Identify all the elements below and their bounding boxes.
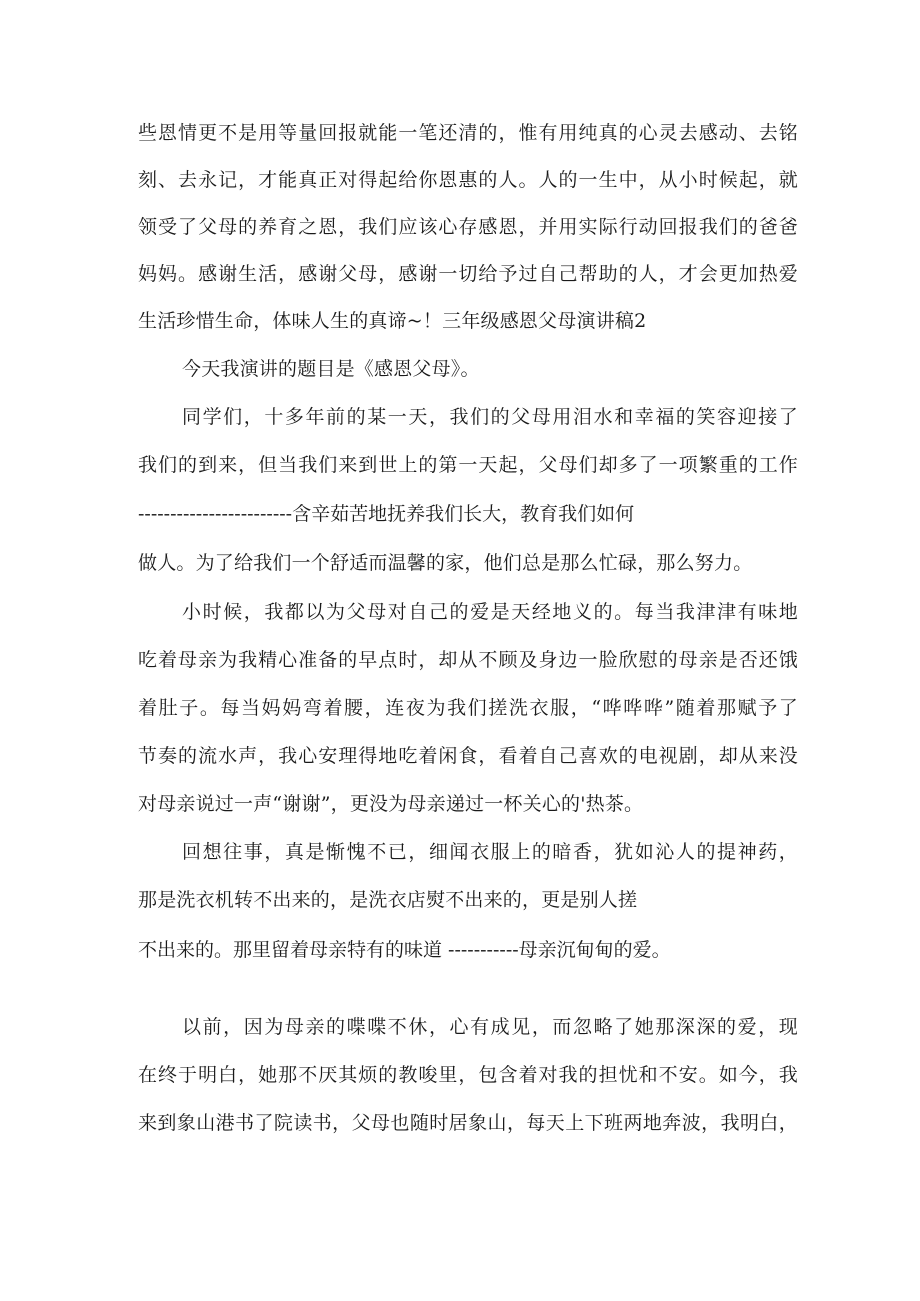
paragraph-line: 来到象山港书了院读书，父母也随时居象山，每天上下班两地奔波，我明白， [138, 1112, 798, 1134]
paragraph-line: ------------------------含辛茹苦地抚养我们长大，教育我们如何 [138, 503, 635, 525]
paragraph-line: 我们的到来，但当我们来到世上的第一天起，父母们却多了一项繁重的工作 [138, 454, 798, 476]
paragraph-line: 今天我演讲的题目是《感恩父母》。 [182, 358, 480, 380]
paragraph-line: 对母亲说过一声“谢谢”，更没为母亲递过一杯关心的'热茶。 [138, 793, 644, 815]
paragraph-line: 以前，因为母亲的喋喋不休，心有成见，而忽略了她那深深的爱，现 [182, 1016, 798, 1038]
paragraph-line: 着肚子。每当妈妈弯着腰，连夜为我们搓洗衣服，“哗哗哗”随着那赋予了 [138, 697, 798, 719]
paragraph-line: 领受了父母的养育之恩，我们应该心存感恩，并用实际行动回报我们的爸爸 [138, 216, 798, 238]
paragraph-line: 生活珍惜生命，体味人生的真谛~！三年级感恩父母演讲稿2 [138, 310, 647, 332]
paragraph-line: 回想往事，真是惭愧不已，细闻衣服上的暗香，犹如沁人的提神药， [182, 841, 798, 863]
paragraph-line: 做人。为了给我们一个舒适而温馨的家，他们总是那么忙碌，那么努力。 [138, 552, 753, 574]
paragraph-line: 刻、去永记，才能真正对得起给你恩惠的人。人的一生中，从小时候起，就 [138, 169, 798, 191]
paragraph-line: 不出来的。那里留着母亲特有的味道 -----------母亲沉甸甸的爱。 [138, 939, 671, 961]
paragraph-line: 在终于明白，她那不厌其烦的教唆里，包含着对我的担忧和不安。如今，我 [138, 1064, 798, 1086]
paragraph-line: 妈妈。感谢生活，感谢父母，感谢一切给予过自己帮助的人，才会更加热爱 [138, 263, 798, 285]
paragraph-line: 小时候，我都以为父母对自己的爱是天经地义的。每当我津津有味地 [182, 601, 798, 623]
paragraph-line: 那是洗衣机转不出来的，是洗衣店熨不出来的，更是别人搓 [138, 889, 638, 911]
paragraph-line: 节奏的流水声，我心安理得地吃着闲食，看着自己喜欢的电视剧，却从来没 [138, 745, 798, 767]
paragraph-line: 同学们，十多年前的某一天，我们的父母用泪水和幸福的笑容迎接了 [182, 406, 798, 428]
paragraph-line: 些恩情更不是用等量回报就能一笔还清的，惟有用纯真的心灵去感动、去铭 [138, 122, 798, 144]
paragraph-line: 吃着母亲为我精心准备的早点时，却从不顾及身边一脸欣慰的母亲是否还饿 [138, 649, 798, 671]
